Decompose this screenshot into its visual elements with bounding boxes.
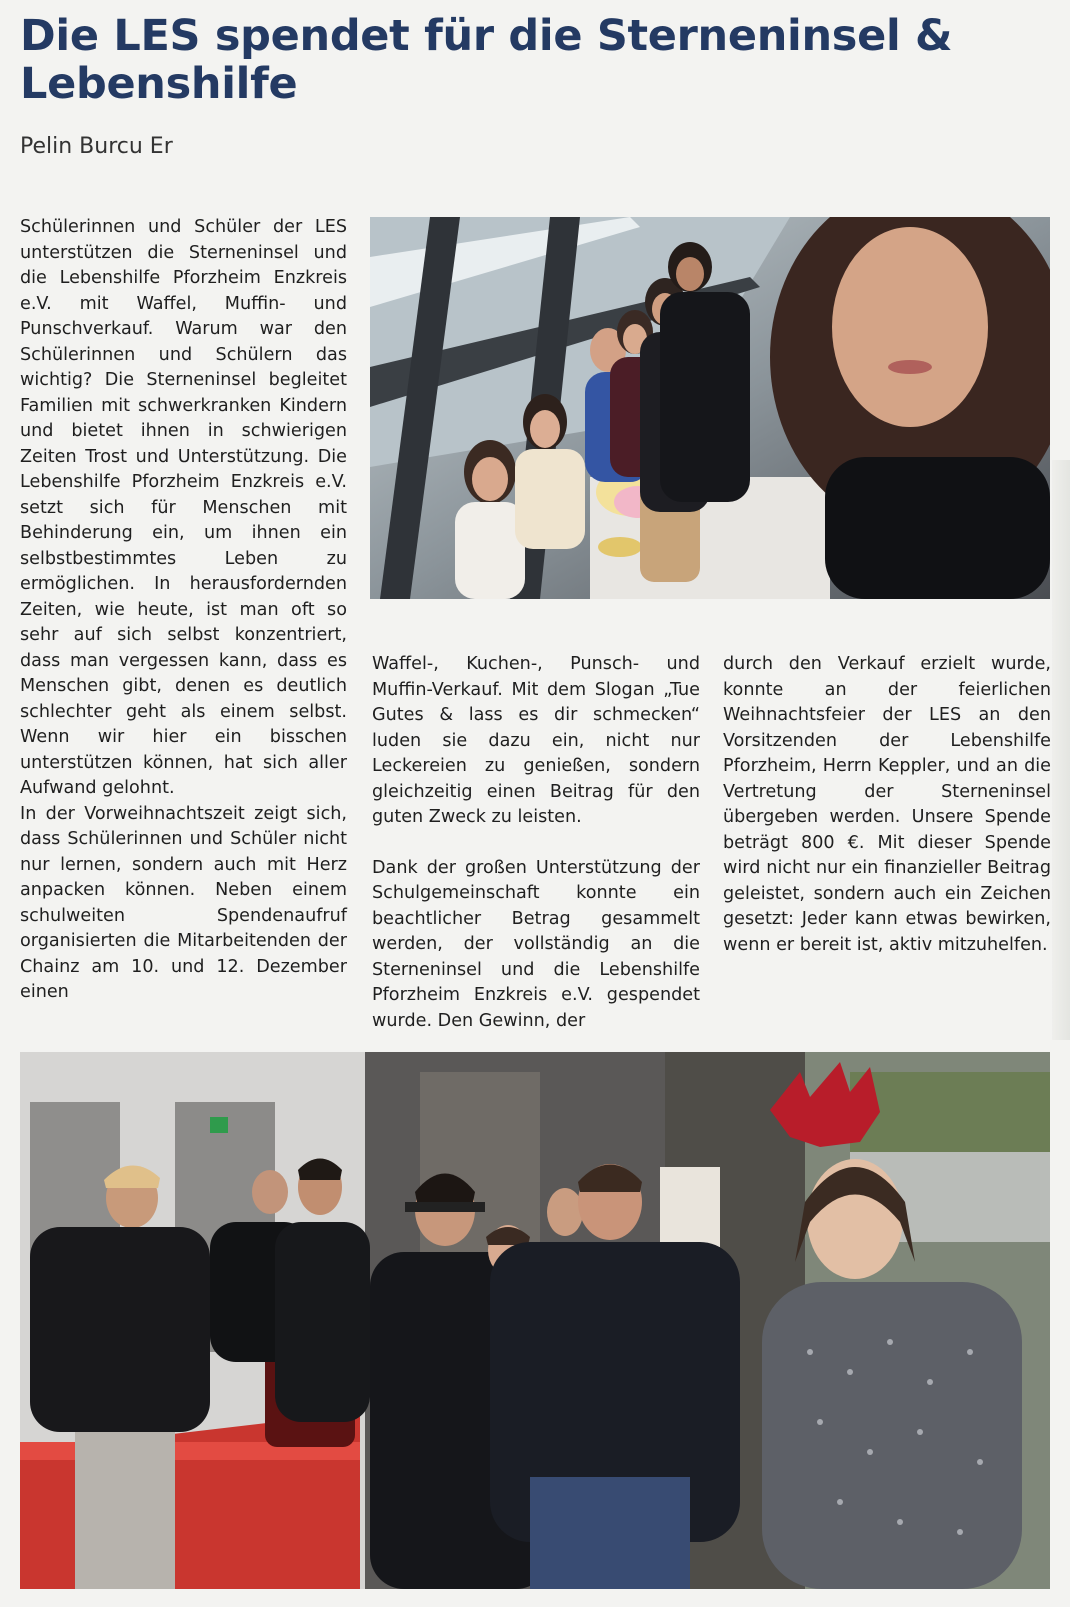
paragraph: Waffel-, Kuchen-, Punsch- und Muffin-Verkauf. Mit dem Slogan „Tue Gutes & lass es dir schmecken“ luden sie dazu ein, nicht nur Leckereien zu genießen, sondern gleichzeitig einen Beitrag für den guten Zweck zu leisten. <box>372 654 700 827</box>
text-column-2 <box>372 652 700 1034</box>
photo-group-selfie <box>370 217 1050 599</box>
paragraph: durch den Verkauf erzielt wurde, konnte an der feierlichen Weihnachtsfeier der LES an den Vorsitzenden der Lebenshilfe Pforzheim, Herrn Keppler, und an die Vertretung der Sterneninsel übergeben werden. Unsere Spende beträgt 800 €. Mit dieser Spende wird nicht nur ein finanzieller Beitrag geleistet, sondern auch ein Zeichen gesetzt: Jeder kann etwas bewirken, wenn er bereit ist, aktiv mitzuhelfen. <box>723 654 1051 955</box>
article-author: Pelin Burcu Er <box>20 134 173 159</box>
text-column-3 <box>723 652 1051 958</box>
photo-group-sale-stand <box>20 1052 1050 1589</box>
page-edge-shadow <box>1052 460 1070 1040</box>
text-column-1 <box>20 215 347 1006</box>
paragraph: Dank der großen Unterstützung der Schulgemeinschaft konnte ein beachtlicher Betrag gesammelt werden, der vollständig an die Sterneninsel und die Lebenshilfe Pforzheim Enzkreis e.V. gespendet wurde. Den Gewinn, der <box>372 857 700 1031</box>
paragraph: In der Vorweihnachtszeit zeigt sich, dass Schülerinnen und Schüler nicht nur lernen, sondern auch mit Herz anpacken können. Neben einem schulweiten Spendenaufruf organisierten die Mitarbeitenden der Chainz am 10. und 12. Dezember einen <box>20 803 347 1002</box>
article-title: Die LES spendet für die Sterneninsel & Lebenshilfe <box>20 11 953 109</box>
paragraph: Schülerinnen und Schüler der LES unterstützen die Sterneninsel und die Lebenshilfe Pforzheim Enzkreis e.V. mit Waffel, Muffin- und Punschverkauf. Warum war den Schülerinnen und Schülern das wichtig? Die Sterneninsel begleitet Familien mit schwerkranken Kindern und bietet ihnen in schwierigen Zeiten Trost und Unterstützung. Die Lebenshilfe Pforzheim Enzkreis e.V. setzt sich für Menschen mit Behinderung ein, um ihnen ein selbstbestimmtes Leben zu ermöglichen. In herausfordernden Zeiten, wie heute, ist man oft so sehr auf sich selbst konzentriert, dass man vergessen kann, dass es Menschen gibt, denen es deutlich schlechter geht als einem selbst. Wenn wir hier ein bisschen unterstützen können, hat sich aller Aufwand gelohnt. <box>20 217 347 798</box>
